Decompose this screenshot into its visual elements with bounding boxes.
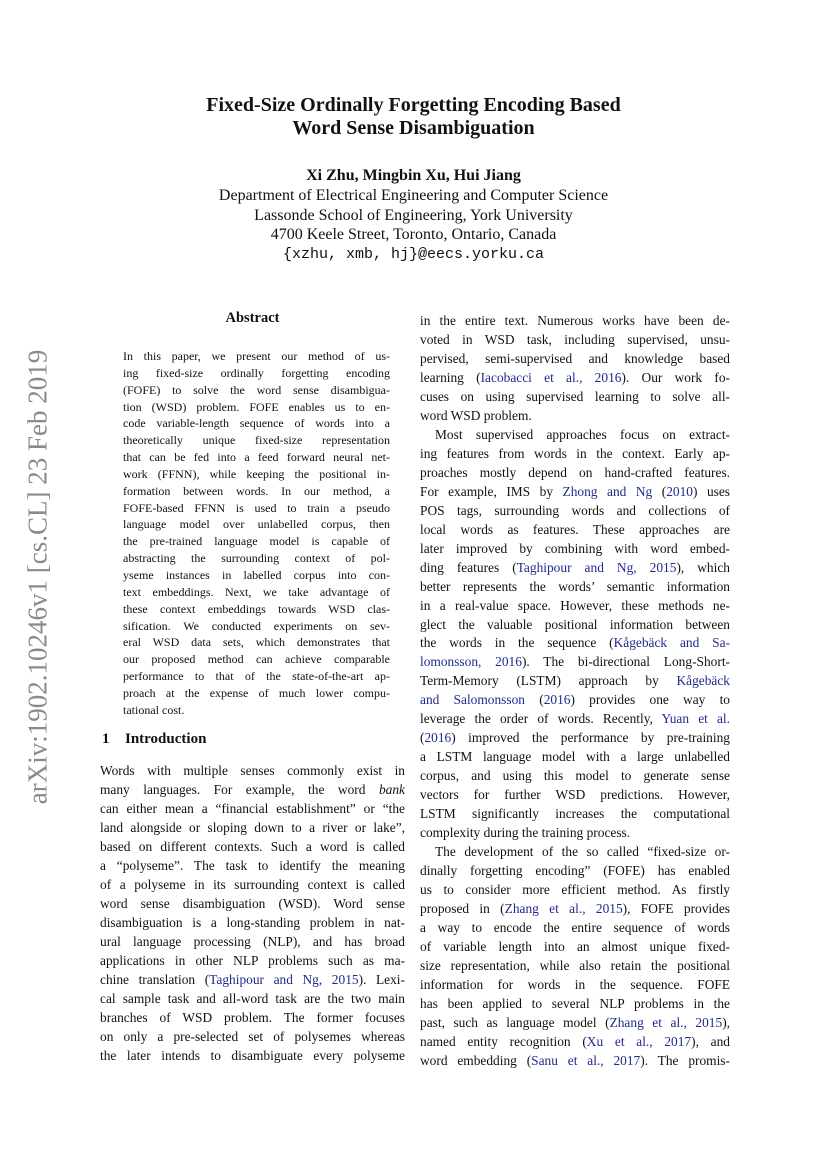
section-title: Introduction bbox=[125, 731, 207, 747]
text-line bbox=[420, 1033, 730, 1052]
text-line bbox=[420, 691, 730, 710]
text-segment: tion (WSD) problem. FOFE enables us to en- bbox=[123, 399, 390, 414]
text-line bbox=[420, 767, 730, 786]
text-line bbox=[420, 331, 730, 350]
text-segment: formation between words. In our method, a bbox=[123, 483, 390, 498]
text-line bbox=[100, 1028, 405, 1047]
text-line bbox=[123, 618, 390, 635]
text-segment: better represents the words’ semantic information bbox=[420, 578, 730, 594]
text-segment: The development of the so called “fixed-size or- bbox=[435, 844, 730, 860]
text-segment: performance to that of the state-of-the-art ap- bbox=[123, 669, 390, 684]
text-segment: us to consider more efficient method. As firstly bbox=[420, 882, 730, 898]
text-segment: ), bbox=[722, 1014, 730, 1030]
title-line: Fixed-Size Ordinally Forgetting Encoding Based bbox=[206, 94, 621, 116]
text-line bbox=[420, 578, 730, 597]
text-line bbox=[100, 971, 405, 990]
text-segment: ). Lexi- bbox=[358, 971, 405, 987]
text-line bbox=[420, 426, 730, 445]
text-line bbox=[420, 388, 730, 407]
text-segment: dinally forgetting encoding” (FOFE) has enabled bbox=[420, 863, 730, 879]
text-segment: (FOFE) to solve the word sense disambigua- bbox=[123, 382, 390, 397]
text-segment: the later intends to disambiguate every polyseme bbox=[100, 1047, 405, 1063]
text-segment: ing fixed-size ordinally forgetting encoding bbox=[123, 365, 390, 380]
citation-link[interactable]: Taghipour and Ng, 2015 bbox=[516, 559, 677, 575]
text-line bbox=[123, 584, 390, 601]
text-segment: ( bbox=[525, 692, 544, 708]
text-segment: land alongside or sloping down to a river or lake”, bbox=[100, 819, 405, 835]
text-line bbox=[420, 1052, 730, 1071]
author-email: {xzhu, xmb, hj}@eecs.yorku.ca bbox=[282, 246, 545, 263]
text-segment: eral WSD data sets, which demonstrates that bbox=[123, 635, 390, 650]
text-segment: ( bbox=[652, 483, 667, 499]
affiliation-line: 4700 Keele Street, Toronto, Ontario, Canada bbox=[270, 226, 557, 243]
text-segment: cal sample task and all-word task are the two main bbox=[100, 990, 405, 1006]
text-segment: leverage the order of words. Recently, bbox=[420, 711, 662, 727]
arxiv-stamp: arXiv:1902.10246v1 [cs.CL] 23 Feb 2019 bbox=[22, 349, 53, 805]
text-segment: the words in the sequence ( bbox=[420, 635, 614, 651]
text-line bbox=[420, 407, 730, 426]
citation-link[interactable]: Sanu et al., 2017 bbox=[531, 1052, 641, 1068]
paper-title bbox=[0, 94, 827, 140]
text-segment: size representation, while also retain the positional bbox=[420, 957, 730, 973]
text-segment: of a polyseme in its surrounding context is called bbox=[100, 876, 405, 892]
text-segment: ding features ( bbox=[420, 559, 517, 575]
text-segment: branches of WSD problem. The former focuses bbox=[100, 1009, 405, 1025]
text-segment: theoretically unique fixed-size representation bbox=[123, 433, 390, 448]
text-segment: ), and bbox=[691, 1033, 730, 1049]
citation-link[interactable]: lomonsson, 2016 bbox=[420, 654, 522, 670]
text-segment: ). Our work fo- bbox=[621, 369, 730, 385]
text-line bbox=[100, 914, 405, 933]
citation-link[interactable]: Xu et al., 2017 bbox=[586, 1033, 692, 1049]
text-line bbox=[420, 350, 730, 369]
text-segment: tational cost. bbox=[123, 702, 185, 717]
text-segment: named entity recognition ( bbox=[420, 1033, 587, 1049]
text-line bbox=[420, 559, 730, 578]
text-segment: proaches mostly depend on hand-crafted features. bbox=[420, 464, 730, 480]
text-segment: corpus, and using this model to generate sense bbox=[420, 768, 730, 784]
text-segment: ) uses bbox=[692, 483, 730, 499]
text-segment: based on different contexts. Such a word is called bbox=[100, 838, 405, 854]
text-segment: word WSD problem. bbox=[420, 407, 532, 423]
text-line bbox=[123, 432, 390, 449]
text-segment: ). The promis- bbox=[640, 1052, 730, 1068]
text-line bbox=[420, 597, 730, 616]
text-segment: information for words in the sequence. FOFE bbox=[420, 976, 730, 992]
text-segment: of variable length into an almost unique fixed- bbox=[420, 938, 730, 954]
emphasized-word: bank bbox=[378, 781, 405, 797]
text-line bbox=[420, 710, 730, 729]
citation-link[interactable]: Zhong and Ng bbox=[562, 483, 653, 499]
text-segment: a LSTM language model with a large unlabelled bbox=[420, 749, 730, 765]
text-segment: ), which bbox=[676, 559, 730, 575]
text-segment: a way to encode the entire sequence of words bbox=[420, 920, 730, 935]
text-line bbox=[123, 668, 390, 685]
text-segment: ), FOFE provides bbox=[622, 901, 730, 917]
text-line bbox=[123, 500, 390, 517]
citation-link[interactable]: Kågebäck and Sa- bbox=[613, 635, 730, 651]
text-line bbox=[420, 881, 730, 900]
text-line bbox=[420, 483, 730, 502]
text-segment: ing features from words in the context. Early ap- bbox=[420, 445, 730, 461]
text-segment: voted in WSD task, including supervised, unsu- bbox=[420, 331, 730, 347]
citation-link[interactable]: Zhang et al., 2015 bbox=[504, 901, 623, 917]
text-line bbox=[420, 824, 730, 843]
text-line bbox=[420, 540, 730, 559]
text-line bbox=[123, 382, 390, 399]
text-line bbox=[420, 976, 730, 995]
citation-link[interactable]: and Salomonsson bbox=[420, 692, 525, 708]
affiliation-line: Lassonde School of Engineering, York University bbox=[254, 206, 573, 224]
text-segment: later improved by combining with word embed- bbox=[420, 540, 730, 556]
text-line bbox=[420, 369, 730, 388]
text-segment: cuses on using supervised learning to solve all- bbox=[420, 388, 730, 404]
text-line bbox=[100, 933, 405, 952]
section-number: 1 bbox=[102, 731, 110, 747]
text-segment: Words with multiple senses commonly exist in bbox=[100, 763, 405, 778]
citation-link[interactable]: Taghipour and Ng, 2015 bbox=[209, 971, 359, 987]
text-line bbox=[123, 651, 390, 668]
citation-link[interactable]: 2010 bbox=[666, 483, 693, 499]
text-segment: applications in other NLP problems such as ma- bbox=[100, 952, 405, 968]
text-line bbox=[420, 521, 730, 540]
text-segment: vectors for further WSD predictions. However, bbox=[420, 787, 730, 803]
text-segment: text embeddings. Next, we take advantage of bbox=[123, 584, 390, 599]
text-segment: has been applied to several NLP problems in the bbox=[420, 995, 730, 1011]
text-segment: Term-Memory (LSTM) approach by bbox=[420, 673, 677, 689]
text-segment: FOFE-based FFNN is used to train a pseudo bbox=[123, 500, 390, 515]
text-segment: these context embeddings towards WSD clas- bbox=[123, 601, 390, 616]
text-segment: complexity during the training process. bbox=[420, 825, 631, 841]
text-segment: glect the valuable positional information between bbox=[420, 616, 730, 632]
text-segment: code variable-length sequence of words into a bbox=[123, 416, 390, 431]
text-segment: many languages. For example, the word bbox=[100, 781, 379, 797]
citation-link[interactable]: Yuan et al. bbox=[661, 711, 730, 727]
text-line bbox=[100, 800, 405, 819]
text-line bbox=[100, 781, 405, 800]
citation-link[interactable]: 2016 bbox=[424, 730, 452, 746]
text-line bbox=[420, 748, 730, 767]
text-line bbox=[123, 348, 390, 365]
text-line bbox=[420, 616, 730, 635]
text-line bbox=[100, 838, 405, 857]
text-line bbox=[123, 702, 390, 719]
citation-link[interactable]: 2016 bbox=[543, 692, 571, 708]
text-segment: can either mean a “financial establishment” or “the bbox=[100, 800, 405, 816]
title-line: Word Sense Disambiguation bbox=[292, 117, 535, 139]
text-line bbox=[420, 938, 730, 957]
text-segment: ) provides one way to bbox=[570, 692, 730, 708]
text-segment: ural language processing (NLP), and has broad bbox=[100, 933, 405, 949]
text-segment: learning ( bbox=[420, 369, 481, 385]
text-line bbox=[420, 1014, 730, 1033]
text-segment: proach at the expense of much lower compu- bbox=[123, 685, 390, 700]
text-segment: For example, IMS by bbox=[420, 483, 563, 499]
citation-link[interactable]: Zhang et al., 2015 bbox=[609, 1014, 723, 1030]
text-segment: that can be fed into a feed forward neural net- bbox=[123, 450, 390, 465]
text-segment: local words as features. These approaches are bbox=[420, 521, 730, 537]
text-line bbox=[420, 995, 730, 1014]
citation-link[interactable]: Kågebäck bbox=[676, 673, 730, 689]
text-segment: LSTM significantly increases the computational bbox=[420, 806, 730, 822]
text-line bbox=[420, 843, 730, 862]
text-segment: chine translation ( bbox=[100, 971, 210, 987]
text-segment: POS tags, surrounding words and collections of bbox=[420, 502, 730, 518]
text-line bbox=[123, 601, 390, 618]
text-segment: in a real-value space. However, these methods ne- bbox=[420, 597, 730, 613]
text-line bbox=[420, 919, 730, 938]
affiliation bbox=[0, 186, 827, 245]
citation-link[interactable]: Iacobacci et al., 2016 bbox=[480, 369, 622, 385]
text-line bbox=[123, 685, 390, 702]
text-line bbox=[420, 312, 730, 331]
text-segment: work (FFNN), while keeping the positional in- bbox=[123, 466, 390, 481]
authors: Xi Zhu, Mingbin Xu, Hui Jiang bbox=[306, 167, 521, 184]
text-line bbox=[420, 729, 730, 748]
text-line bbox=[123, 365, 390, 382]
text-line bbox=[420, 464, 730, 483]
text-segment: a “polyseme”. The task to identify the meaning bbox=[100, 857, 405, 873]
text-segment: language model over unlabelled corpus, then bbox=[123, 517, 390, 532]
text-line bbox=[420, 805, 730, 824]
section-heading-introduction bbox=[102, 731, 206, 748]
text-line bbox=[420, 634, 730, 653]
text-line bbox=[123, 415, 390, 432]
affiliation-line: Department of Electrical Engineering and Computer Science bbox=[218, 187, 609, 204]
abstract-body bbox=[123, 348, 390, 719]
text-segment: abstracting the surrounding context of pol- bbox=[123, 551, 390, 566]
text-segment: sification. We conducted experiments on sev- bbox=[123, 618, 390, 633]
right-column-text bbox=[420, 312, 730, 1071]
text-line bbox=[123, 399, 390, 416]
text-segment: word sense disambiguation (WSD). Word sense bbox=[100, 895, 405, 911]
text-segment: yseme instances in labelled corpus into con- bbox=[123, 567, 390, 582]
text-line bbox=[123, 533, 390, 550]
text-line bbox=[123, 449, 390, 466]
text-line bbox=[100, 1047, 405, 1066]
text-segment: pervised, semi-supervised and knowledge based bbox=[420, 350, 730, 366]
text-segment: past, such as language model ( bbox=[420, 1014, 610, 1030]
text-segment: ). The bi-directional Long-Short- bbox=[521, 654, 730, 670]
text-segment: word embedding ( bbox=[420, 1052, 532, 1068]
text-line bbox=[123, 634, 390, 651]
text-segment: In this paper, we present our method of us- bbox=[123, 349, 390, 363]
text-segment: in the entire text. Numerous works have been de- bbox=[420, 313, 730, 328]
text-line bbox=[420, 957, 730, 976]
text-line bbox=[420, 445, 730, 464]
text-segment: proposed in ( bbox=[420, 901, 505, 917]
text-line bbox=[420, 862, 730, 881]
text-line bbox=[100, 762, 405, 781]
text-line bbox=[123, 466, 390, 483]
text-segment: on only a pre-selected set of polysemes whereas bbox=[100, 1028, 405, 1044]
text-segment: our proposed method can achieve comparable bbox=[123, 652, 390, 667]
text-line bbox=[420, 502, 730, 521]
text-line bbox=[123, 516, 390, 533]
text-line bbox=[420, 672, 730, 691]
text-segment: ( bbox=[420, 730, 425, 746]
text-line bbox=[123, 567, 390, 584]
text-line bbox=[100, 895, 405, 914]
text-line bbox=[100, 819, 405, 838]
text-segment: the pre-trained language model is capable of bbox=[123, 534, 390, 549]
text-line bbox=[100, 857, 405, 876]
text-line bbox=[420, 900, 730, 919]
text-line bbox=[100, 990, 405, 1009]
text-line bbox=[123, 483, 390, 500]
text-line bbox=[420, 786, 730, 805]
text-line bbox=[420, 653, 730, 672]
text-line bbox=[100, 952, 405, 971]
text-line bbox=[100, 1009, 405, 1028]
text-line bbox=[123, 550, 390, 567]
text-segment: ) improved the performance by pre-training bbox=[451, 730, 730, 746]
text-segment: disambiguation is a long-standing problem in nat- bbox=[100, 914, 405, 930]
left-column-text bbox=[100, 762, 405, 1066]
text-line bbox=[100, 876, 405, 895]
text-segment: Most supervised approaches focus on extract- bbox=[435, 426, 730, 442]
abstract-heading: Abstract bbox=[225, 310, 280, 326]
